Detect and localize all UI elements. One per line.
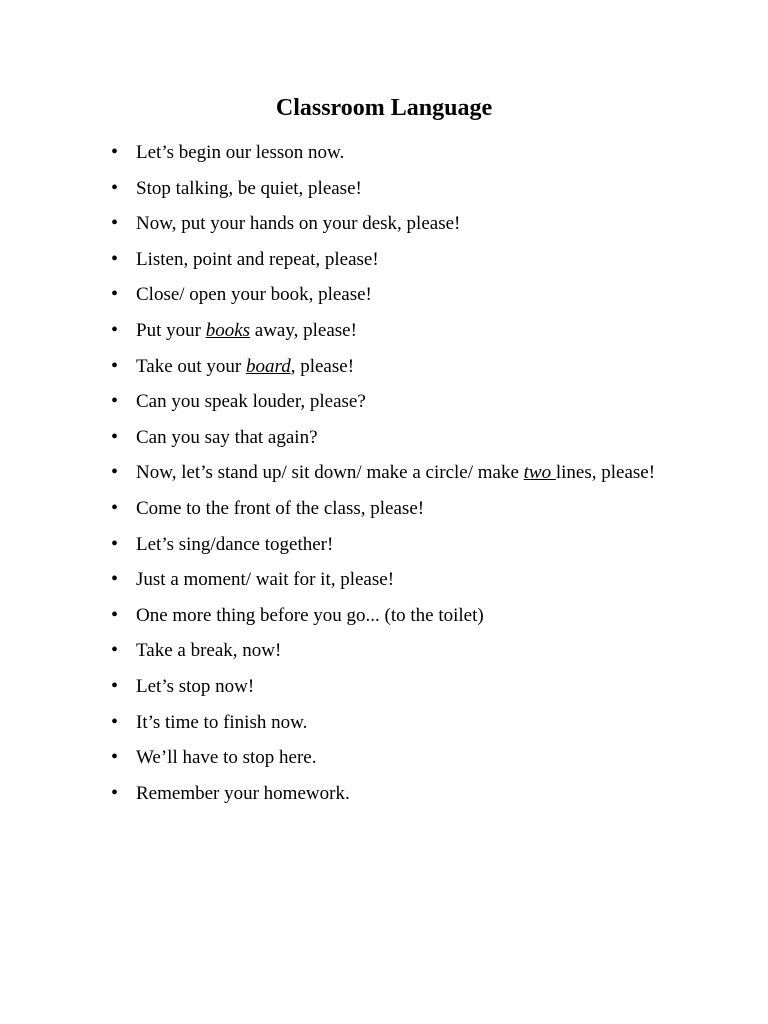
bullet-icon: • xyxy=(111,247,119,270)
bullet-icon: • xyxy=(111,603,119,626)
list-item xyxy=(111,206,656,242)
list-item xyxy=(111,455,656,491)
bullet-icon: • xyxy=(111,568,119,591)
bullet-icon: • xyxy=(111,496,119,519)
list-item xyxy=(111,242,656,278)
bullet-icon: • xyxy=(111,746,119,769)
phrase-list xyxy=(111,135,656,811)
item-text: Come to the front of the class, please! xyxy=(136,497,425,519)
bullet-icon: • xyxy=(111,532,119,555)
bullet-icon: • xyxy=(111,781,119,804)
underlined-word: books xyxy=(205,319,251,341)
item-text: Let’s begin our lesson now. xyxy=(136,142,345,163)
item-text: Now, put your hands on your desk, please! xyxy=(136,213,461,235)
item-text: Can you speak louder, please? xyxy=(136,391,366,413)
bullet-icon: • xyxy=(111,710,119,733)
list-item xyxy=(111,420,656,456)
list-item xyxy=(111,171,656,207)
list-item xyxy=(111,562,656,598)
item-text: We’ll have to stop here. xyxy=(136,747,317,769)
item-text-after: , please! xyxy=(290,355,355,377)
list-item xyxy=(111,491,656,527)
item-text: One more thing before you go... (to the toilet) xyxy=(136,604,484,626)
bullet-icon: • xyxy=(111,141,119,163)
bullet-icon: • xyxy=(111,283,119,306)
item-text-after: away, please! xyxy=(250,319,357,341)
list-item xyxy=(111,527,656,563)
item-text: Stop talking, be quiet, please! xyxy=(136,177,362,199)
list-item xyxy=(111,313,656,349)
list-item xyxy=(111,384,656,420)
list-item xyxy=(111,277,656,313)
item-text: Can you say that again? xyxy=(136,426,318,448)
bullet-icon: • xyxy=(111,318,119,341)
item-text-after: lines, please! xyxy=(555,462,656,484)
bullet-icon: • xyxy=(111,212,119,235)
underlined-word: board xyxy=(246,355,291,377)
item-text-before: Now, let’s stand up/ sit down/ make a circle/ make xyxy=(136,462,524,484)
item-text: Listen, point and repeat, please! xyxy=(136,248,379,270)
item-text: Remember your homework. xyxy=(136,782,350,804)
list-item xyxy=(111,740,656,776)
bullet-icon: • xyxy=(111,390,119,413)
underlined-word: two xyxy=(523,462,556,484)
list-item xyxy=(111,776,656,812)
document-title: Classroom Language xyxy=(275,95,493,121)
item-text: It’s time to finish now. xyxy=(136,711,308,733)
item-text-before: Take out your xyxy=(136,355,247,377)
list-item xyxy=(111,705,656,741)
item-text-before: Put your xyxy=(136,319,206,341)
list-item xyxy=(111,669,656,705)
item-text: Close/ open your book, please! xyxy=(136,284,372,306)
item-text: Take a break, now! xyxy=(136,640,282,662)
item-text: Just a moment/ wait for it, please! xyxy=(136,569,395,591)
list-item xyxy=(111,349,656,385)
list-item xyxy=(111,135,656,171)
list-item xyxy=(111,598,656,634)
bullet-icon: • xyxy=(111,354,119,377)
item-text: Let’s sing/dance together! xyxy=(136,533,334,555)
item-text: Let’s stop now! xyxy=(136,675,255,697)
bullet-icon: • xyxy=(111,639,119,662)
bullet-icon: • xyxy=(111,461,119,484)
list-item xyxy=(111,633,656,669)
bullet-icon: • xyxy=(111,176,119,199)
bullet-icon: • xyxy=(111,674,119,697)
bullet-icon: • xyxy=(111,425,119,448)
